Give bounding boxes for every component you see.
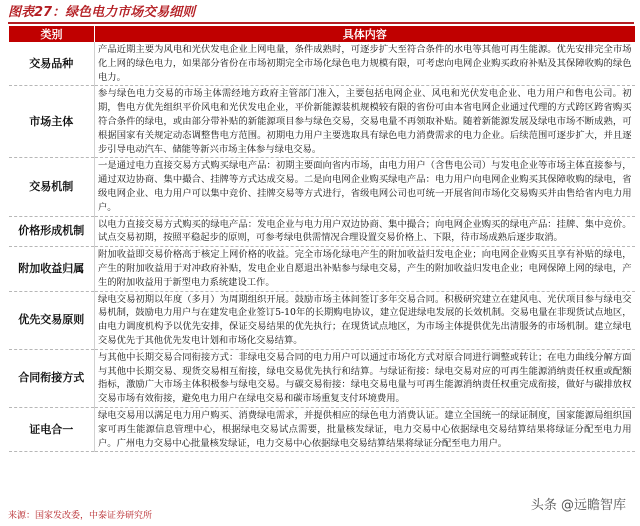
row-content: 参与绿色电力交易的市场主体需经地方政府主管部门准入，主要包括电网企业、风电和光伏发电企业、电力用户和售电公司。初期，售电方优先组织平价风电和光伏发电企业，平价新能源装机规模较有限的省份可由本省电网企业通过代理的方式跨区跨省购买符合条件的绿电，或由部分带补贴的新能源项目参与绿色交易，交易电量不再领取补贴。随着新能源发展及绿电市场不断成熟，可根据国家有关规定动态调整售电方范围。初期电力用户主要选取具有绿色电力消费需求的电力企业。后续范围可逐步扩大，并且逐步引导电动汽车、储能等新兴市场主体参与绿电交易。 (95, 86, 635, 158)
row-content: 一是通过电力直接交易方式购买绿电产品：初期主要面向省内市场，由电力用户（含售电公司）与发电企业等市场主体直接参与，通过双边协商、集中撮合、挂牌等方式达成交易。二是向电网企业购买绿电产品：电力用户向电网企业购买其保障收购的绿电，省级电网企业、电力用户可以集中竞价、挂牌交易等方式进行，省级电网公司也可统一开展省间市场化交易购买并由售给省内电力用户。 (95, 158, 635, 216)
row-content: 附加收益即交易价格高于核定上网价格的收益。完全市场化绿电产生的附加收益归发电企业；向电网企业购买且享有补贴的绿电，产生的附加收益用于对冲政府补贴，发电企业自愿退出补贴参与绿电交易，产生的附加收益归发电企业；电网保障上网的绿电，产生的附加收益用于新型电力系统建设工作。 (95, 247, 635, 291)
row-category: 合同衔接方式 (9, 349, 95, 407)
table-row (9, 42, 635, 86)
table-row (9, 158, 635, 216)
table-header-row (9, 26, 635, 42)
row-category: 交易品种 (9, 42, 95, 86)
row-content: 与其他中长期交易合同衔接方式：非绿电交易合同的电力用户可以通过市场化方式对原合同进行调整或转让；在电力曲线分解方面与其他中长期交易、现货交易相互衔接，绿电交易优先执行和结算。与绿证衔接：绿电交易对应的可再生能源消纳责任权重或配额指标，激励广大市场主体积极参与绿电交易。与碳交易衔接：绿电交易电量与可再生能源消纳责任权重完成衔接，做好与碳排放权交易市场有效衔接，避免电力用户在绿电交易和碳市场重复支付环境费用。 (95, 349, 635, 407)
watermark: 头条 @远瞻智库 (530, 498, 626, 513)
source-note: 来源：国家发改委，中泰证券研究所 (8, 511, 153, 521)
table-row (9, 291, 635, 349)
row-category: 附加收益归属 (9, 247, 95, 291)
table-row (9, 216, 635, 247)
figure-title: 图表27：绿色电力市场交易细则 (8, 4, 634, 24)
row-category: 价格形成机制 (9, 216, 95, 247)
row-category: 优先交易原则 (9, 291, 95, 349)
row-content: 以电力直接交易方式购买的绿电产品：发电企业与电力用户双边协商、集中撮合；向电网企业购买的绿电产品：挂牌、集中竞价。试点交易初期，按照平稳起步的原则，可参考绿电供需情况合理设置交易价格上、下限，待市场成熟后逐步取消。 (95, 216, 635, 247)
row-content: 产品近期主要为风电和光伏发电企业上网电量，条件成熟时，可逐步扩大至符合条件的水电等其他可再生能源。优先安排完全市场化上网的绿色电力，如果部分省份在市场初期完全市场化绿色电力规模有限，可考虑向电网企业购买政府补贴及其保障收购的绿色电力。 (95, 42, 635, 86)
header-content: 具体内容 (95, 26, 635, 42)
row-category: 交易机制 (9, 158, 95, 216)
row-content: 绿电交易初期以年度（多月）为周期组织开展。鼓励市场主体间签订多年交易合同。积极研究建立在建风电、光伏项目参与绿电交易机制，鼓励电力用户与在建发电企业签订5-10年的长期购电协议，建立促进绿电发展的长效机制。交易电量在非现货试点地区，由电力调度机构予以优先安排，保证交易结果的优先执行；在现货试点地区，为市场主体提供优先出清服务的市场机制。建立绿电交易优先于其他优先发电计划和市场化交易结算。 (95, 291, 635, 349)
table-row (9, 407, 635, 451)
row-category: 证电合一 (9, 407, 95, 451)
row-content: 绿电交易用以满足电力用户购买、消费绿电需求，并提供相应的绿色电力消费认证。建立全国统一的绿证制度，国家能源局组织国家可再生能源信息管理中心，根据绿电交易试点需要，批量核发绿证，电力交易中心依据绿电交易结算结果将绿证分配至电力用户。广州电力交易中心批量核发绿证，电力交易中心依据绿电交易结算结果将绿证分配至电力用户。 (95, 407, 635, 451)
market-rules-table (8, 26, 635, 452)
table-row (9, 86, 635, 158)
table-row (9, 247, 635, 291)
header-category: 类别 (9, 26, 95, 42)
table-row (9, 349, 635, 407)
row-category: 市场主体 (9, 86, 95, 158)
